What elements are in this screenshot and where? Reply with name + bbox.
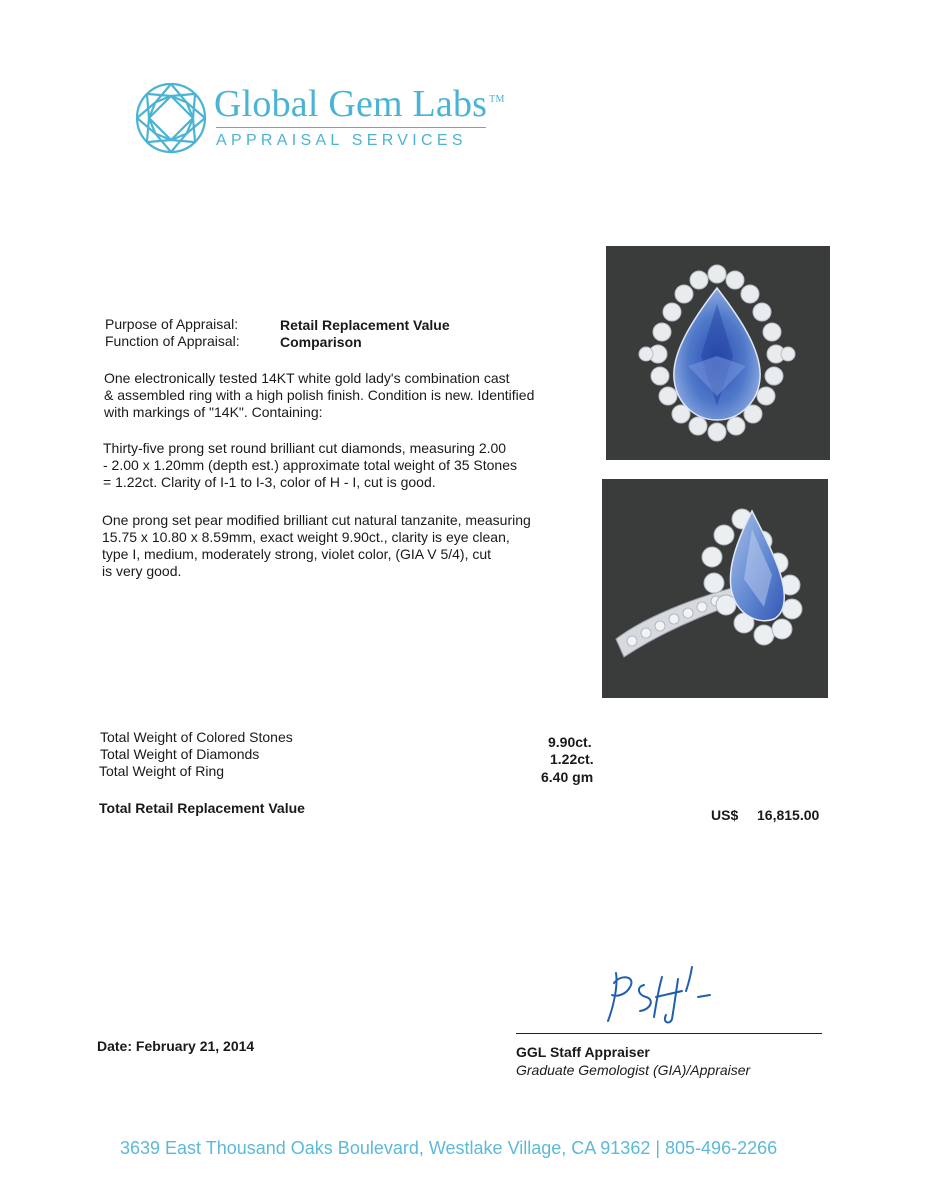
purpose-value: Retail Replacement Value (280, 317, 450, 333)
tanzanite-description-line: 15.75 x 10.80 x 8.59mm, exact weight 9.90ct., clarity is eye clean, (102, 529, 510, 545)
tanzanite-ring-side-photo (602, 479, 828, 698)
brand-name (214, 82, 505, 126)
tanzanite-ring-top-photo (606, 246, 830, 460)
brand-name-text: Global Gem Labs (214, 83, 488, 125)
colored-stones-value: 9.90ct. (548, 734, 592, 750)
tanzanite-description-line: is very good. (102, 563, 182, 579)
brand-divider (216, 127, 486, 128)
footer-address: 3639 East Thousand Oaks Boulevard, Westlake Village, CA 91362 | 805-496-2266 (120, 1138, 778, 1158)
signature-line (516, 1033, 822, 1034)
tanzanite-description-line: type I, medium, moderately strong, violet color, (GIA V 5/4), cut (102, 546, 492, 562)
retail-value-label: Total Retail Replacement Value (99, 800, 305, 816)
tanzanite-description-line: One prong set pear modified brilliant cut natural tanzanite, measuring (102, 512, 531, 528)
ring-weight-value: 6.40 gm (541, 769, 594, 785)
tanzanite-description (102, 512, 582, 580)
colored-stones-label: Total Weight of Colored Stones (100, 729, 293, 745)
diamond-description-line: = 1.22ct. Clarity of I-1 to I-3, color of H - I, cut is good. (103, 474, 436, 490)
ring-description (104, 370, 584, 421)
diamond-description-line: Thirty-five prong set round brilliant cut diamonds, measuring 2.00 (103, 440, 507, 456)
appraisal-date: Date: February 21, 2014 (97, 1038, 255, 1054)
brand-subtitle: APPRAISAL SERVICES (216, 132, 467, 149)
diamond-description (103, 440, 583, 491)
ring-weight-label: Total Weight of Ring (99, 763, 225, 779)
diamonds-label: Total Weight of Diamonds (100, 746, 260, 762)
trademark-mark: TM (489, 94, 505, 106)
function-value: Comparison (280, 334, 362, 350)
ring-description-line: with markings of "14K". Containing: (104, 404, 323, 420)
purpose-label: Purpose of Appraisal: (105, 316, 239, 332)
diamond-description-line: - 2.00 x 1.20mm (depth est.) approximate total weight of 35 Stones (103, 457, 517, 473)
appraiser-title: GGL Staff Appraiser (516, 1044, 650, 1060)
function-label: Function of Appraisal: (105, 333, 240, 349)
handwritten-signature (600, 965, 720, 1025)
round-brilliant-gem-icon (133, 80, 209, 156)
diamonds-value: 1.22ct. (550, 751, 594, 767)
ring-description-line: & assembled ring with a high polish finish. Condition is new. Identified (104, 387, 535, 403)
appraiser-credential: Graduate Gemologist (GIA)/Appraiser (516, 1062, 751, 1078)
ring-description-line: One electronically tested 14KT white gold lady's combination cast (104, 370, 510, 386)
retail-value-amount: 16,815.00 (757, 807, 820, 823)
currency-label: US$ (711, 807, 739, 823)
